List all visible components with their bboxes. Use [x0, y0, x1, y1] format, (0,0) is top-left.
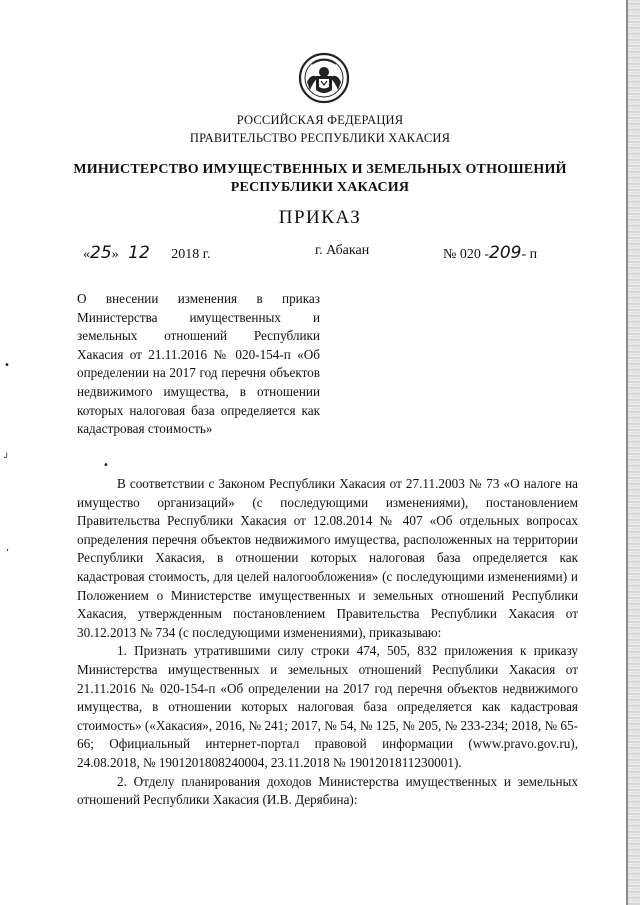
date-open-quote: « [83, 247, 90, 262]
header-country: РОССИЙСКАЯ ФЕДЕРАЦИЯ [236, 113, 404, 127]
margin-mark: ᴊ [4, 450, 8, 461]
margin-mark: • [103, 460, 109, 471]
coat-of-arms-icon [298, 52, 350, 104]
order-number-suffix: - п [521, 247, 538, 262]
preamble-paragraph: В соответствии с Законом Республики Хакасия от 27.11.2003 № 73 «О налоге на имущество организаций» (с последующими изменениями), постановлением Правительства Республики Хакасия от 12.08.2014 № 407 «Об отдельных вопросах определения перечня объектов недвижимого имущества, расположенных на территории Республики Хакасия, в отношении которых налоговая база определяется как кадастровая стоимость, для целей налогообложения» (с последующими изменениями) и Положением о Министерстве имущественных и земельных отношений Республики Хакасия, утвержденным постановлением Правительства Республики Хакасия от 30.12.2013 № 734 (с последующими изменениями), приказываю: [77, 476, 578, 640]
order-number [443, 243, 537, 263]
date-month-handwritten: 12 [128, 243, 150, 263]
margin-mark: ʻ [6, 548, 10, 559]
order-body [77, 475, 578, 810]
ministry-title-line1: МИНИСТЕРСТВО ИМУЩЕСТВЕННЫХ И ЗЕМЕЛЬНЫХ ОТНОШЕНИЙ [73, 162, 567, 177]
ministry-title-line2: РЕСПУБЛИКИ ХАКАСИЯ [230, 180, 410, 195]
date-day-handwritten: 25 [90, 243, 112, 263]
header-government: ПРАВИТЕЛЬСТВО РЕСПУБЛИКИ ХАКАСИЯ [189, 131, 451, 145]
order-number-handwritten: 209 [489, 243, 522, 263]
item-2-paragraph: 2. Отделу планирования доходов Министерства имущественных и земельных отношений Республики Хакасия (И.В. Дерябина): [77, 773, 578, 808]
margin-mark: • [4, 360, 10, 371]
city: г. Абакан [315, 243, 370, 258]
date-close-quote: » [111, 247, 119, 262]
document-type: ПРИКАЗ [278, 207, 362, 228]
date [83, 243, 210, 263]
item-1-paragraph: 1. Признать утратившими силу строки 474, 505, 832 приложения к приказу Министерства имущественных и земельных отношений Республики Хакасия от 21.11.2016 № 020-154-п «Об определении на 2017 год перечня объектов недвижимого имущества, в отношении которых налоговая база определяется как кадастровая стоимость» («Хакасия», 2016, № 241; 2017, № 54, № 125, № 205, № 233-234; 2018, № 65-66; Официальный интернет-портал правовой информации (www.pravo.gov.ru), 24.08.2018, № 1901201808240004, 23.11.2018 № 1901201811230001). [77, 643, 578, 770]
order-number-prefix: № 020 - [443, 247, 490, 262]
order-subject: О внесении изменения в приказ Министерства имущественных и земельных отношений Республики Хакасия от 21.11.2016 № 020-154-п «Об определении на 2017 год перечня объектов недвижимого имущества, в отношении которых налоговая база определяется как кадастровая стоимость» [77, 291, 320, 437]
date-year: 2018 г. [171, 247, 211, 262]
